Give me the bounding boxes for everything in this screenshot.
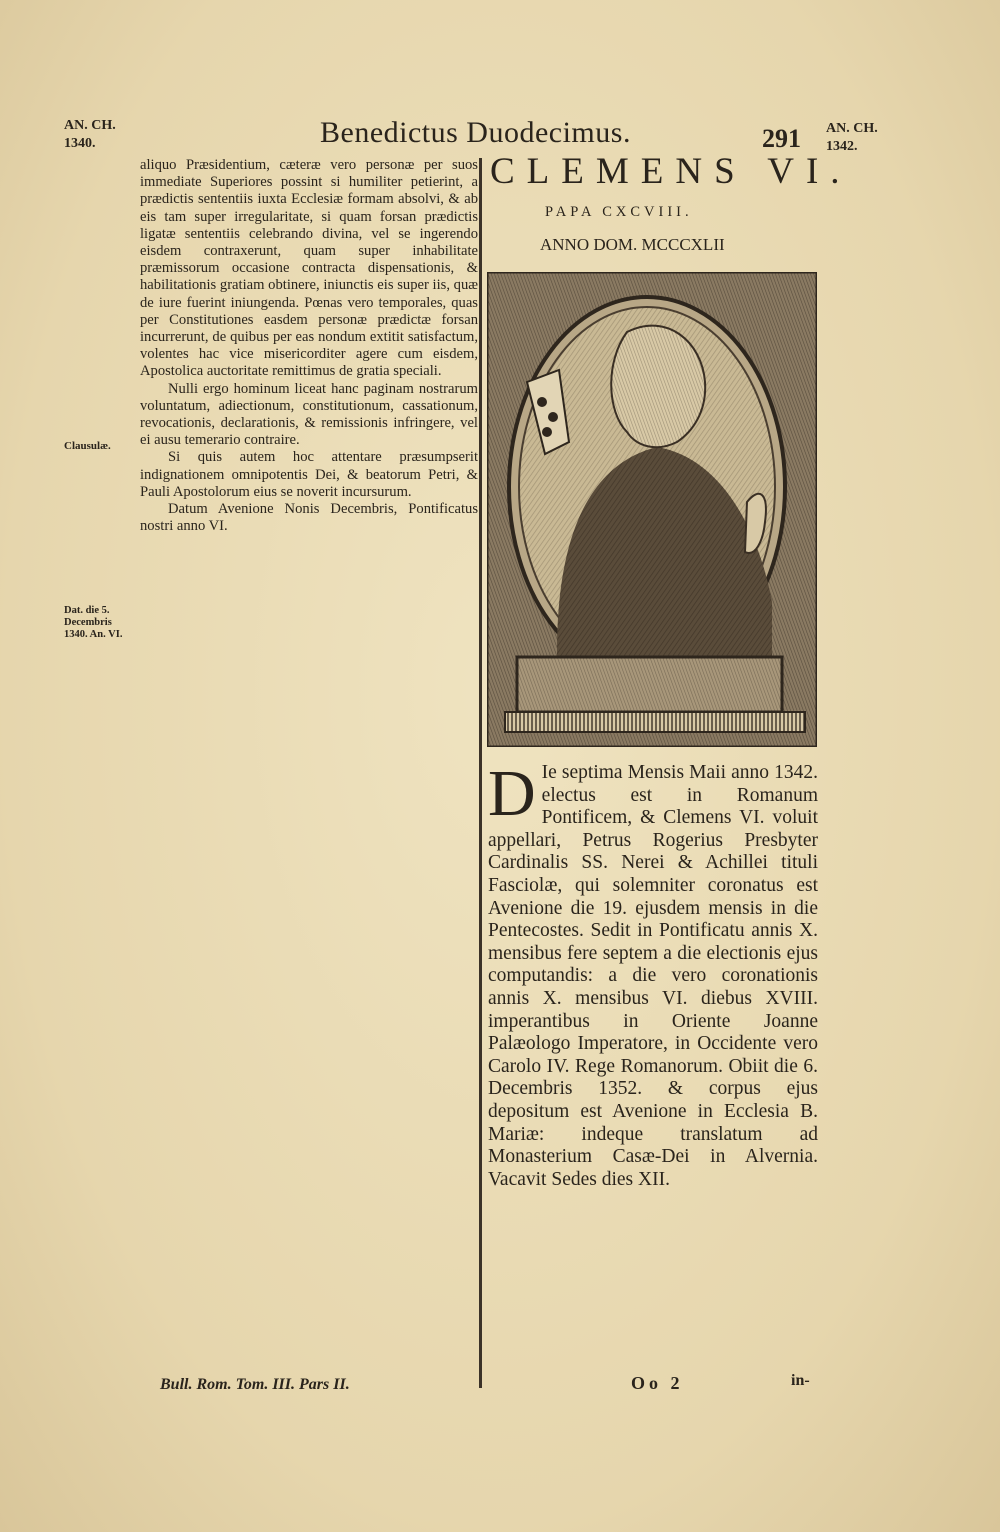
margin-note-clausulae: Clausulæ. (64, 440, 111, 452)
drop-cap: D (488, 757, 536, 830)
margin-date-line-1: Dat. die 5. (64, 605, 110, 616)
pope-year: ANNO DOM. MCCCXLII (540, 235, 725, 254)
year-left (64, 117, 116, 153)
year-left-label: AN. CH. (64, 118, 116, 133)
year-left-number: 1340. (64, 136, 96, 151)
left-column-text (140, 157, 478, 535)
catchword: in- (791, 1372, 810, 1389)
footer-bibliographic-line: Bull. Rom. Tom. III. Pars II. (160, 1376, 350, 1393)
margin-note-date (64, 605, 122, 641)
paragraph-2: Nulli ergo hominum liceat hanc paginam nostrarum voluntatum, adiectionum, constitutionum, cassationum, revocationis, declarationis, & remissionis infringere, vel ei ausu temerario contraire. (140, 380, 478, 449)
column-rule (479, 158, 482, 1388)
biography-text: Ie septima Mensis Maii anno 1342. electus est in Romanum Pontificem, & Clemens VI. voluit appellari, Petrus Rogerius Presbyter Cardinalis SS. Nerei & Achillei tituli Fasciolæ, qui solemniter coronatus est Avenione die 19. ejusdem mensis in die Pentecostes. Sedit in Pontificatu annis X. mensibus fere septem a die electionis ejus computandis: a die vero coronationis annis X. mensibus VI. diebus XVIII. imperantibus in Oriente Joanne Palæologo Imperatore, in Occidente vero Carolo IV. Rege Romanorum. Obiit die 6. Decembris 1352. & corpus ejus depositum est Avenione in Ecclesia B. Mariæ: indeque translatum ad Monasterium Casæ-Dei in Alvernia. Vacavit Sedes dies XII. (488, 762, 818, 1190)
page-number: 291 (762, 124, 801, 153)
pope-number: PAPA CXCVIII. (545, 204, 693, 220)
margin-date-line-3: 1340. An. VI. (64, 629, 123, 640)
year-right-number: 1342. (826, 139, 858, 154)
pope-name: CLEMENS VI. (490, 151, 852, 192)
margin-date-line-2: Decembris (64, 617, 112, 628)
pope-biography (488, 757, 818, 1191)
running-head: Benedictus Duodecimus. (320, 116, 631, 149)
signature-mark: Oo 2 (631, 1373, 684, 1393)
year-right-label: AN. CH. (826, 121, 878, 136)
paragraph-3: Si quis autem hoc attentare præsumpserit indignationem omnipotentis Dei, & beatorum Petri, & Pauli Apostolorum eius se noverit incursurum. (140, 449, 478, 500)
pope-portrait-engraving (487, 272, 817, 747)
paragraph-4: Datum Avenione Nonis Decembris, Pontificatus nostri anno VI. (140, 501, 478, 535)
paragraph-1: aliquo Præsidentium, cæteræ vero personæ per suos immediate Superiores possint si humiliter petierint, a prædictis sententiis iuxta Ecclesiæ formam absolvi, & ab eis tam super irregularitate, si quam forsan prædictis ligatæ sententiis celebrando divina, vel se ingerendo eisdem contraxerunt, quam super inhabilitate præmissorum occasione contracta dispensationis, & habilitationis gratiam obtinere, iniunctis eis super iis, quæ de iure fuerint iniungenda. Pœnas vero temporales, quas per Constitutiones easdem personæ prædictæ forsan incurrerunt, de quibus per eas nondum extitit satisfactum, volentes hac vice misericorditer agere cum eisdem, Apostolica auctoritate remittimus de gratia speciali. (140, 157, 478, 380)
